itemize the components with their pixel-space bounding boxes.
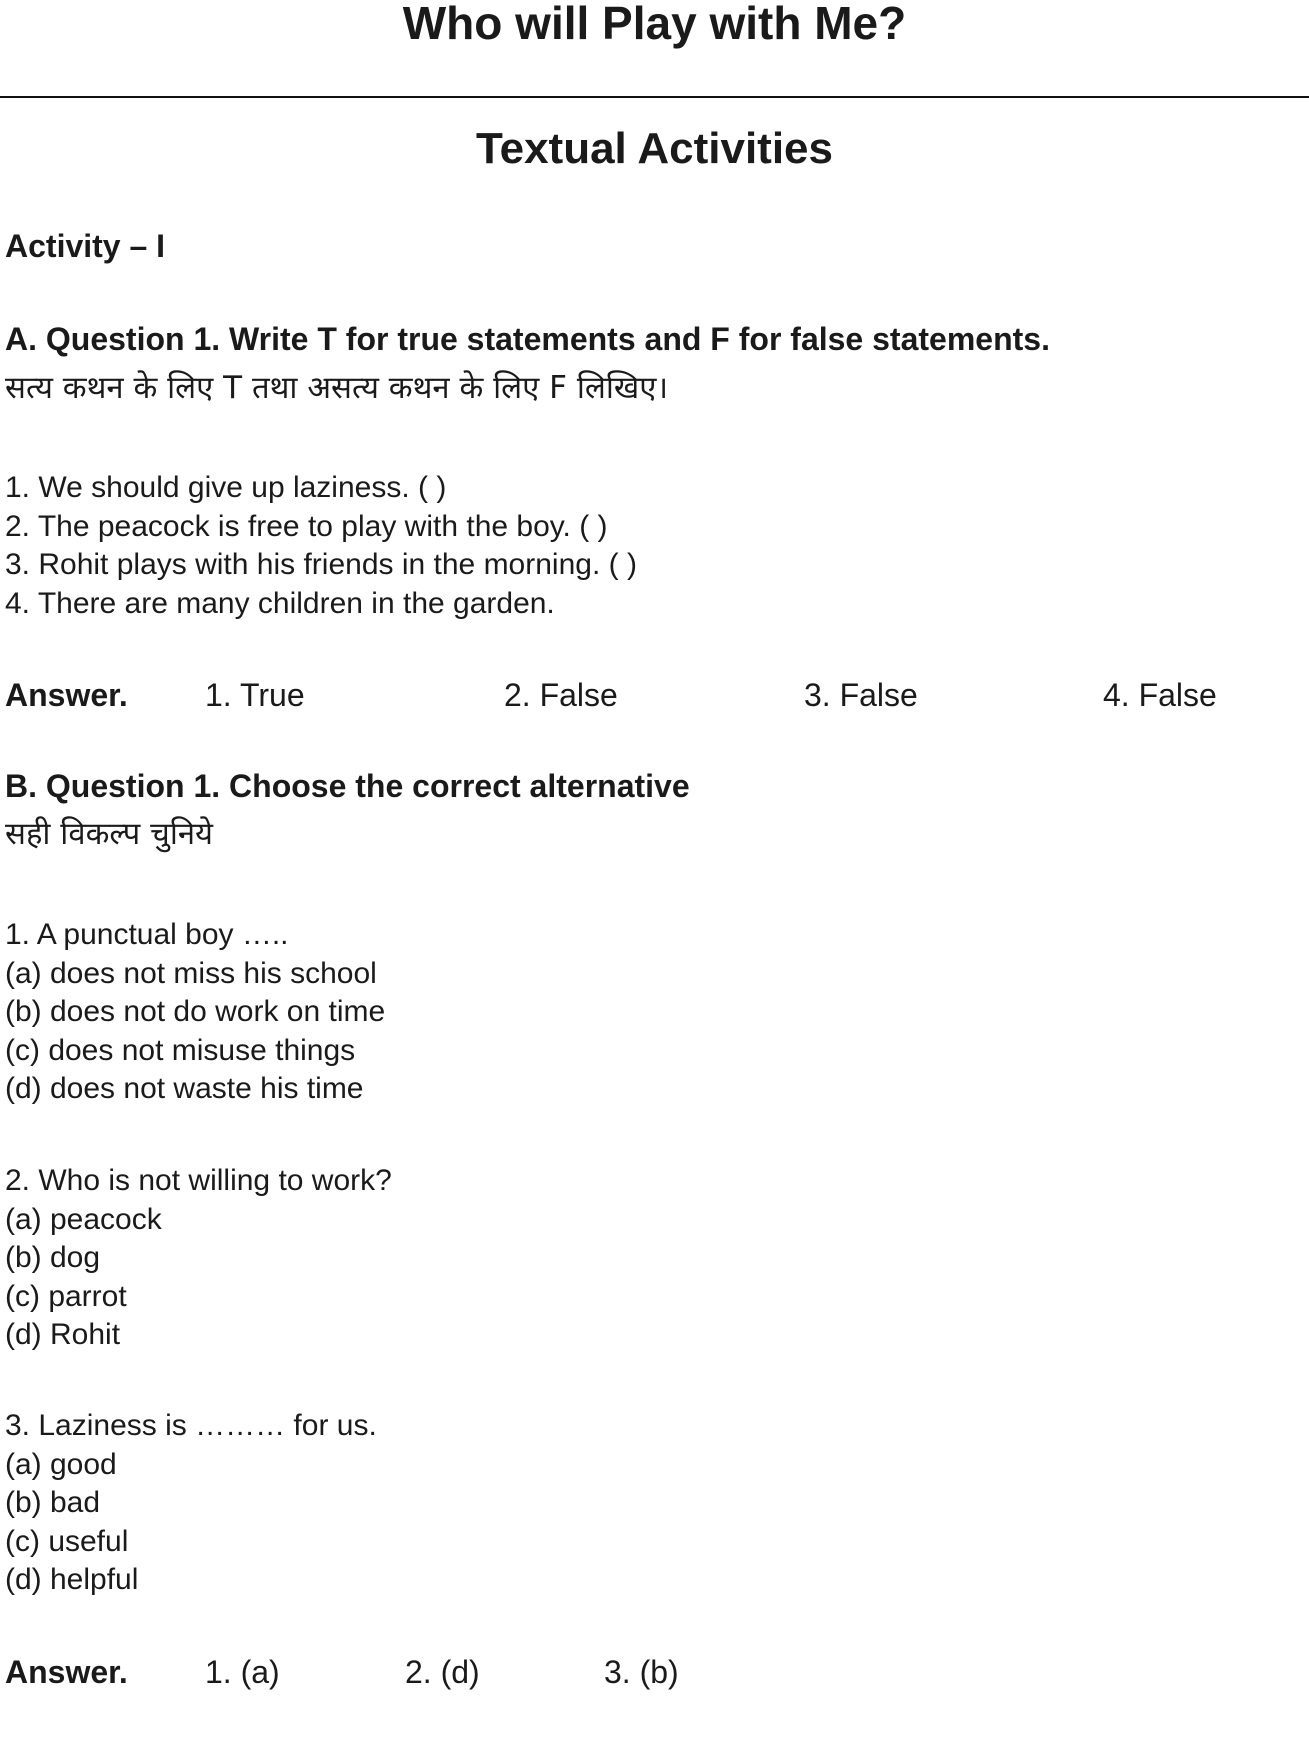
mcq-option: (d) does not waste his time xyxy=(5,1072,364,1105)
mcq-stem: 3. Laziness is ……… for us. xyxy=(5,1409,377,1442)
mcq-option: (a) good xyxy=(5,1447,117,1481)
answer-b-row xyxy=(5,1654,805,1690)
mcq-option: (a) does not miss his school xyxy=(5,956,377,990)
mcq-option: (c) useful xyxy=(5,1524,129,1558)
answer-item: 2. False xyxy=(504,677,618,713)
mcq-option: (c) parrot xyxy=(5,1279,127,1313)
answer-item: 4. False xyxy=(1103,677,1217,713)
question-a-heading: A. Question 1. Write T for true statements and F for false statements. xyxy=(5,321,1050,357)
mcq-item-3 xyxy=(5,1407,377,1600)
question-b-hindi: सही विकल्प चुनिये xyxy=(5,816,214,852)
mcq-option: (b) does not do work on time xyxy=(5,995,386,1028)
mcq-option: (d) Rohit xyxy=(5,1318,121,1351)
mcq-item-2 xyxy=(5,1162,392,1355)
answer-label: Answer. xyxy=(5,1654,128,1690)
page-title: Who will Play with Me? xyxy=(402,0,907,49)
question-b-heading: B. Question 1. Choose the correct alternative xyxy=(5,768,690,804)
mcq-item-1 xyxy=(5,916,385,1109)
question-a-hindi: सत्य कथन के लिए T तथा असत्य कथन के लिए F लिखिए। xyxy=(5,370,669,406)
answer-item: 2. (d) xyxy=(405,1654,480,1690)
title-divider xyxy=(0,96,1309,98)
statement-item: 1. We should give up laziness. ( ) xyxy=(5,471,447,504)
statement-item: 4. There are many children in the garden. xyxy=(5,586,555,620)
answer-item: 3. False xyxy=(804,677,918,713)
answer-a-row xyxy=(5,677,1305,713)
mcq-option: (b) dog xyxy=(5,1241,101,1274)
mcq-stem: 1. A punctual boy ….. xyxy=(5,918,289,951)
statement-list xyxy=(5,469,637,623)
section-title: Textual Activities xyxy=(475,124,833,173)
answer-item: 1. (a) xyxy=(205,1654,280,1690)
activity-heading: Activity – I xyxy=(5,228,166,264)
mcq-option: (a) peacock xyxy=(5,1202,162,1236)
mcq-option: (c) does not misuse things xyxy=(5,1033,356,1067)
answer-label: Answer. xyxy=(5,677,128,713)
answer-item: 1. True xyxy=(205,677,305,713)
mcq-option: (b) bad xyxy=(5,1486,101,1519)
answer-item: 3. (b) xyxy=(604,1654,679,1690)
statement-item: 2. The peacock is free to play with the boy. ( ) xyxy=(5,509,608,543)
statement-item: 3. Rohit plays with his friends in the morning. ( ) xyxy=(5,548,637,581)
mcq-stem: 2. Who is not willing to work? xyxy=(5,1164,392,1197)
mcq-option: (d) helpful xyxy=(5,1563,139,1596)
